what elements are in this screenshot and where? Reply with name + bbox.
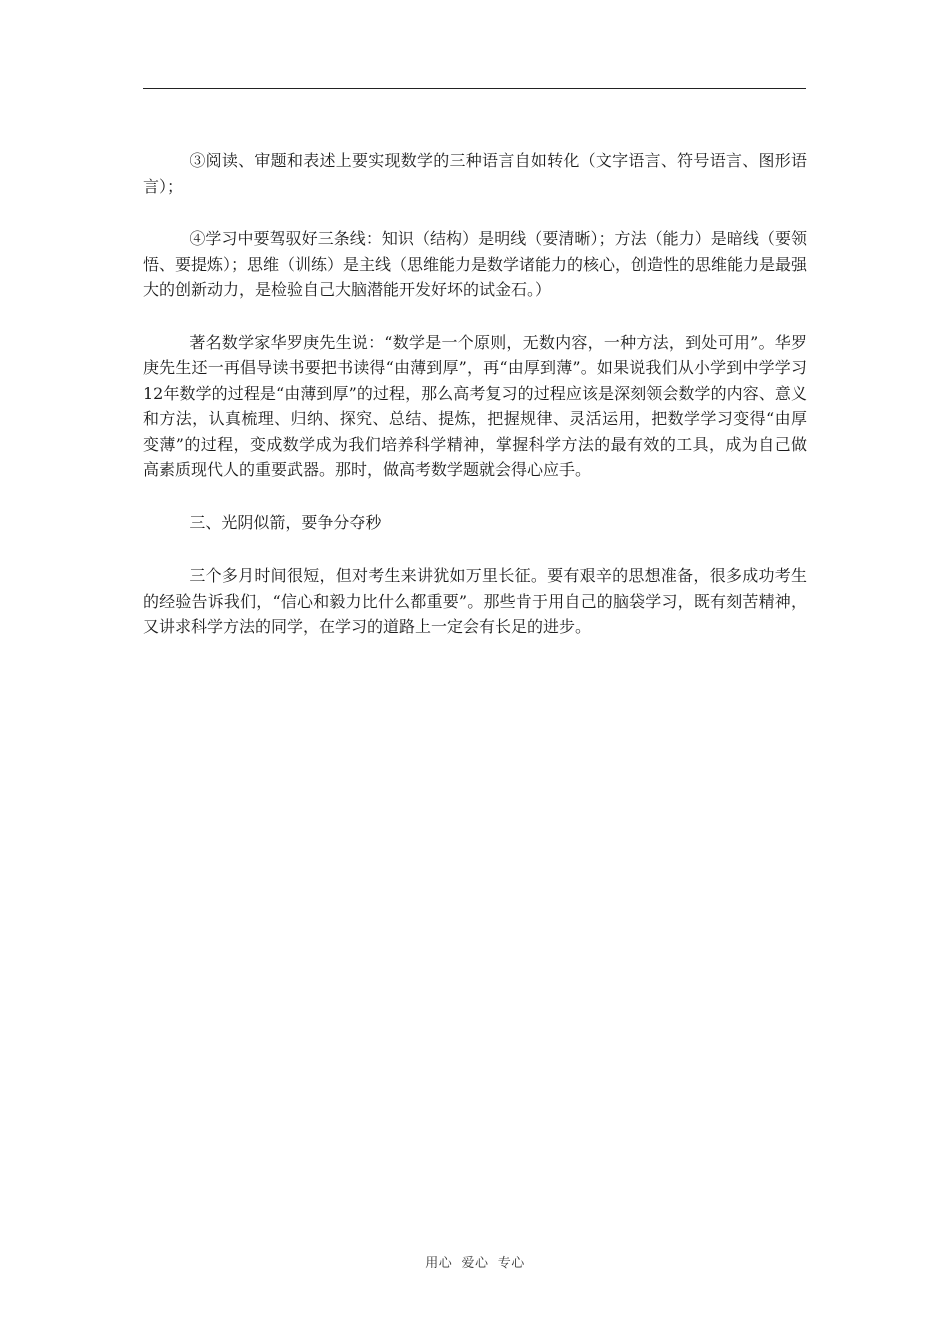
header-rule <box>143 88 806 89</box>
section-heading: 三、光阴似箭，要争分夺秒 <box>189 512 382 532</box>
paragraph-time-advice: 三个多月时间很短，但对考生来讲犹如万里长征。要有艰辛的思想准备，很多成功考生的经验告诉我们，“信心和毅力比什么都重要”。那些肯于用自己的脑袋学习，既有刻苦精神，又讲求科学方法的同学，在学习的道路上一定会有长足的进步。 <box>143 566 807 636</box>
paragraph-item-4: ④学习中要驾驭好三条线：知识（结构）是明线（要清晰）；方法（能力）是暗线（要领悟、要提炼）；思维（训练）是主线（思维能力是数学诸能力的核心，创造性的思维能力是最强大的创新动力，是检验自己大脑潜能开发好坏的试金石。） <box>143 229 808 299</box>
paragraph-item-3: ③阅读、审题和表述上要实现数学的三种语言自如转化（文字语言、符号语言、图形语言）； <box>143 151 807 196</box>
document-body <box>143 148 807 667</box>
paragraph-hua-luogeng-quote: 著名数学家华罗庚先生说：“数学是一个原则，无数内容，一种方法，到处可用”。华罗庚先生还一再倡导读书要把书读得“由薄到厚”，再“由厚到薄”。如果说我们从小学到中学学习12年数学的过程是“由薄到厚”的过程，那么高考复习的过程应该是深刻领会数学的内容、意义和方法，认真梳理、归纳、探究、总结、提炼，把握规律、灵活运用，把数学学习变得“由厚变薄”的过程，变成数学成为我们培养科学精神，掌握科学方法的最有效的工具，成为自己做高素质现代人的重要武器。那时，做高考数学题就会得心应手。 <box>143 332 807 479</box>
page-footer: 用心 爱心 专心 <box>425 1256 525 1271</box>
